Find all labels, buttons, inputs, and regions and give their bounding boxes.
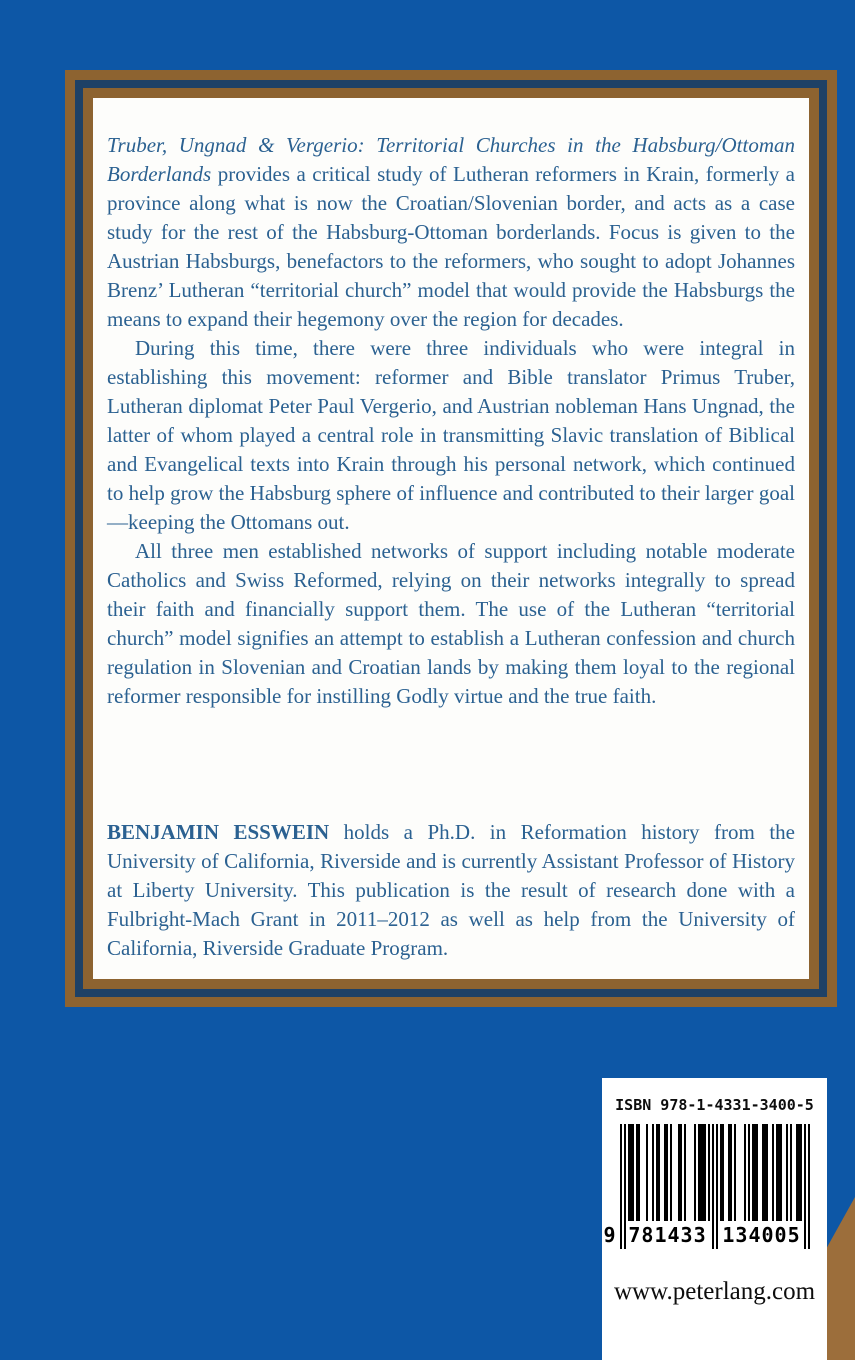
barcode-bar	[734, 1124, 736, 1221]
barcode-bar	[646, 1124, 648, 1221]
barcode-bar	[652, 1124, 654, 1221]
barcode-bar	[786, 1124, 788, 1221]
barcode-bar	[804, 1124, 806, 1249]
author-bio-text: holds a Ph.D. in Reformation history from the University of California, Riverside and is currently Assistant Professor of History at Liberty University. This publication is the result of research done with a Fulbright-Mach Grant in 2011–2012 as well as help from the University of California, Riverside Graduate Program.	[107, 820, 795, 960]
ean-barcode-bars	[603, 1124, 810, 1249]
author-name: BENJAMIN ESSWEIN	[107, 820, 330, 844]
barcode-bar	[624, 1124, 626, 1249]
barcode-bar	[752, 1124, 758, 1221]
blurb-paragraph-3: All three men established networks of support including notable moderate Catholics and Swiss Reformed, relying on their networks integrally to spread their faith and financially support them. The use of the Lutheran “territorial church” model signifies an attempt to establish a Lutheran confession and church regulation in Slovenian and Croatian lands by making them loyal to the regional reformer responsible for instilling Godly virtue and the true faith.	[107, 539, 795, 708]
barcode-bar	[748, 1124, 750, 1221]
isbn-label: ISBN 978-1-4331-3400-5	[615, 1096, 814, 1114]
barcode-bar	[636, 1124, 640, 1221]
barcode-bar	[796, 1124, 802, 1221]
barcode-bar	[712, 1124, 714, 1249]
barcode-bar	[744, 1124, 746, 1221]
barcode-bar	[776, 1124, 782, 1221]
barcode-bar	[684, 1124, 686, 1221]
barcode-bar	[790, 1124, 792, 1221]
barcode-box	[602, 1078, 827, 1360]
barcode-bar	[694, 1124, 696, 1221]
barcode-digits-group2: 134005	[722, 1223, 801, 1247]
author-bio	[107, 818, 795, 963]
barcode-bar	[728, 1124, 732, 1221]
cover-frame-navy-rule	[75, 80, 827, 997]
barcode-bar	[670, 1124, 672, 1221]
blurb-paragraph-1-text: provides a critical study of Lutheran reformers in Krain, formerly a province along what is now the Croatian/Slovenian border, and acts as a case study for the rest of the Habsburg-Ottoman borderlands. Focus is given to the Austrian Habsburgs, benefactors to the reformers, who sought to adopt Johannes Brenz’ Lutheran “territorial church” model that would provide the Habsburgs the means to expand their hegemony over the region for decades.	[107, 162, 795, 331]
book-title-italic: Truber, Ungnad & Vergerio: Territorial Churches in the Habsburg/Ottoman Borderlands	[107, 133, 795, 186]
barcode-bar	[716, 1124, 718, 1249]
barcode-bar	[720, 1124, 724, 1221]
blurb-paragraph-2: During this time, there were three individuals who were integral in establishing this movement: reformer and Bible translator Primus Truber, Lutheran diplomat Peter Paul Vergerio, and Austrian nobleman Hans Ungnad, the latter of whom played a central role in transmitting Slavic translation of Biblical and Evangelical texts into Krain through his personal network, which continued to help grow the Habsburg sphere of influence and contributed to their larger goal—keeping the Ottomans out.	[107, 336, 795, 534]
barcode-digits-group1: 781433	[628, 1223, 707, 1247]
barcode-bar	[772, 1124, 774, 1221]
barcode-bar	[656, 1124, 660, 1221]
publisher-url: www.peterlang.com	[613, 1278, 816, 1305]
barcode-bar	[678, 1124, 682, 1221]
barcode-bar	[762, 1124, 768, 1221]
barcode-bar	[808, 1124, 810, 1249]
wood-table-corner	[826, 1192, 855, 1360]
cover-text-panel	[83, 88, 819, 989]
panel-content	[93, 98, 809, 979]
barcode-bar	[628, 1124, 634, 1221]
book-blurb	[107, 131, 795, 711]
barcode-digit-left: 9	[603, 1223, 617, 1247]
barcode-bar	[664, 1124, 668, 1221]
blurb-paragraph-1	[107, 131, 795, 334]
barcode-bar	[698, 1124, 706, 1221]
cover-frame	[65, 70, 837, 1007]
barcode-bar	[708, 1124, 710, 1221]
barcode-bar	[620, 1124, 622, 1249]
